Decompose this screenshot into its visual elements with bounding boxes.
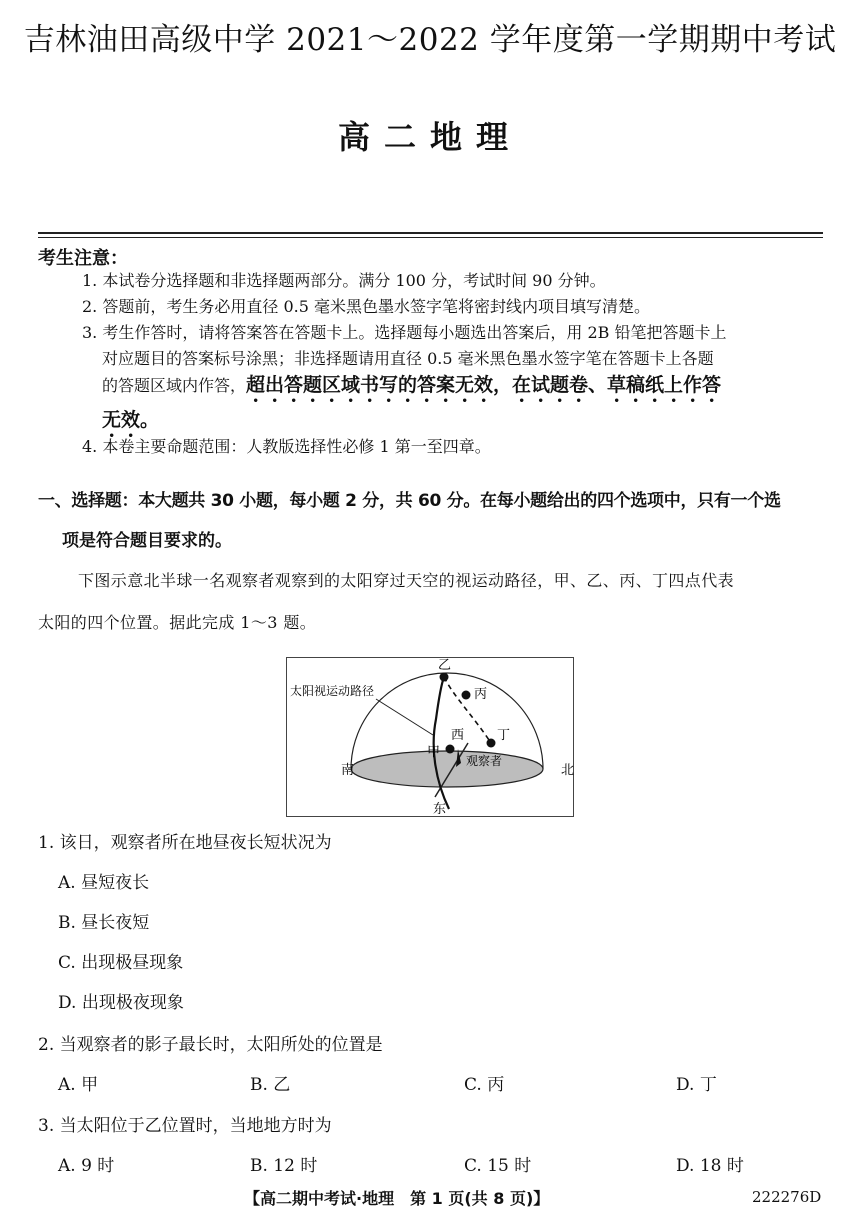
question-3-option-b: B. 12 时 (250, 1156, 318, 1176)
question-1-option-a: A. 昼短夜长 (58, 873, 150, 893)
label-bing: 丙 (474, 687, 488, 702)
notice-heading: 考生注意： (38, 248, 128, 269)
sun-position-jia (446, 745, 455, 754)
question-2-option-d: D. 丁 (676, 1075, 717, 1095)
question-3-stem: 3. 当太阳位于乙位置时，当地地方时为 (38, 1116, 332, 1136)
question-1-option-c: C. 出现极昼现象 (58, 953, 184, 973)
question-2-option-a: A. 甲 (58, 1075, 99, 1095)
sun-position-yi (440, 673, 449, 682)
notice-item-3-line-2: 对应题目的答案标号涂黑；非选择题请用直径 0.5 毫米黑色墨水签字笔在答题卡上各题 (102, 349, 714, 368)
label-north: 北 (561, 763, 574, 778)
horizon-plane (351, 751, 543, 787)
question-2-option-c: C. 丙 (464, 1075, 505, 1095)
notice-emphasis: 超出答题区域书写的答案无效，在试题卷、草稿纸上作答 (246, 374, 722, 396)
question-1-stem: 1. 该日，观察者所在地昼夜长短状况为 (38, 833, 332, 853)
question-2-option-b: B. 乙 (250, 1075, 291, 1095)
label-ding: 丁 (497, 728, 511, 743)
sun-position-ding (487, 739, 496, 748)
question-2-stem: 2. 当观察者的影子最长时，太阳所处的位置是 (38, 1035, 383, 1055)
figure-frame (287, 658, 574, 817)
divider-thick (38, 232, 823, 234)
subject-title: 高二地理 (337, 118, 522, 156)
divider-thin (38, 237, 823, 238)
path-label: 太阳视运动路径 (290, 684, 375, 698)
exam-title: 吉林油田高级中学 2021～2022 学年度第一学期期中考试 (23, 22, 837, 58)
notice-item-3-line-3-plain: 的答题区域内作答， (102, 376, 247, 395)
section-heading-cont: 项是符合题目要求的。 (62, 531, 232, 551)
label-south: 南 (341, 763, 355, 778)
notice-emphasis-end: 无效。 (102, 409, 160, 431)
notice-item-3-line-3 (82, 372, 824, 407)
section-heading: 一、选择题：本大题共 30 小题，每小题 2 分，共 60 分。在每小题给出的四个选项中，只有一个选 (38, 491, 781, 511)
notice-item-3-line-1: 3. 考生作答时，请将答案答在答题卡上。选择题每小题选出答案后，用 2B 铅笔把答题卡上 (82, 323, 727, 342)
intro-line-1: 下图示意北半球一名观察者观察到的太阳穿过天空的视运动路径，甲、乙、丙、丁四点代表 (78, 571, 735, 590)
notice-item-3 (82, 320, 824, 442)
intro-line-2: 太阳的四个位置。据此完成 1～3 题。 (38, 613, 317, 632)
question-3-option-a: A. 9 时 (58, 1156, 115, 1176)
notice-item-2: 2. 答题前，考生务必用直径 0.5 毫米黑色墨水签字笔将密封线内项目填写清楚。 (82, 297, 650, 316)
label-east: 东 (433, 802, 447, 817)
label-observer: 观察者 (466, 754, 503, 768)
sun-path-diagram (286, 657, 574, 817)
question-3-option-d: D. 18 时 (676, 1156, 744, 1176)
question-1-option-b: B. 昼长夜短 (58, 913, 150, 933)
question-3-option-c: C. 15 时 (464, 1156, 532, 1176)
notice-item-4: 4. 本卷主要命题范围：人教版选择性必修 1 第一至四章。 (82, 437, 491, 456)
notice-item-1: 1. 本试卷分选择题和非选择题两部分。满分 100 分，考试时间 90 分钟。 (82, 271, 606, 290)
question-1-option-d: D. 出现极夜现象 (58, 993, 184, 1013)
paper-code: 222276D (752, 1188, 822, 1206)
label-yi: 乙 (438, 658, 452, 673)
label-west: 西 (451, 728, 465, 743)
page-footer: 【高二期中考试·地理 第 1 页(共 8 页)】 (244, 1189, 550, 1208)
sun-position-bing (462, 691, 471, 700)
label-jia: 甲 (427, 745, 441, 760)
